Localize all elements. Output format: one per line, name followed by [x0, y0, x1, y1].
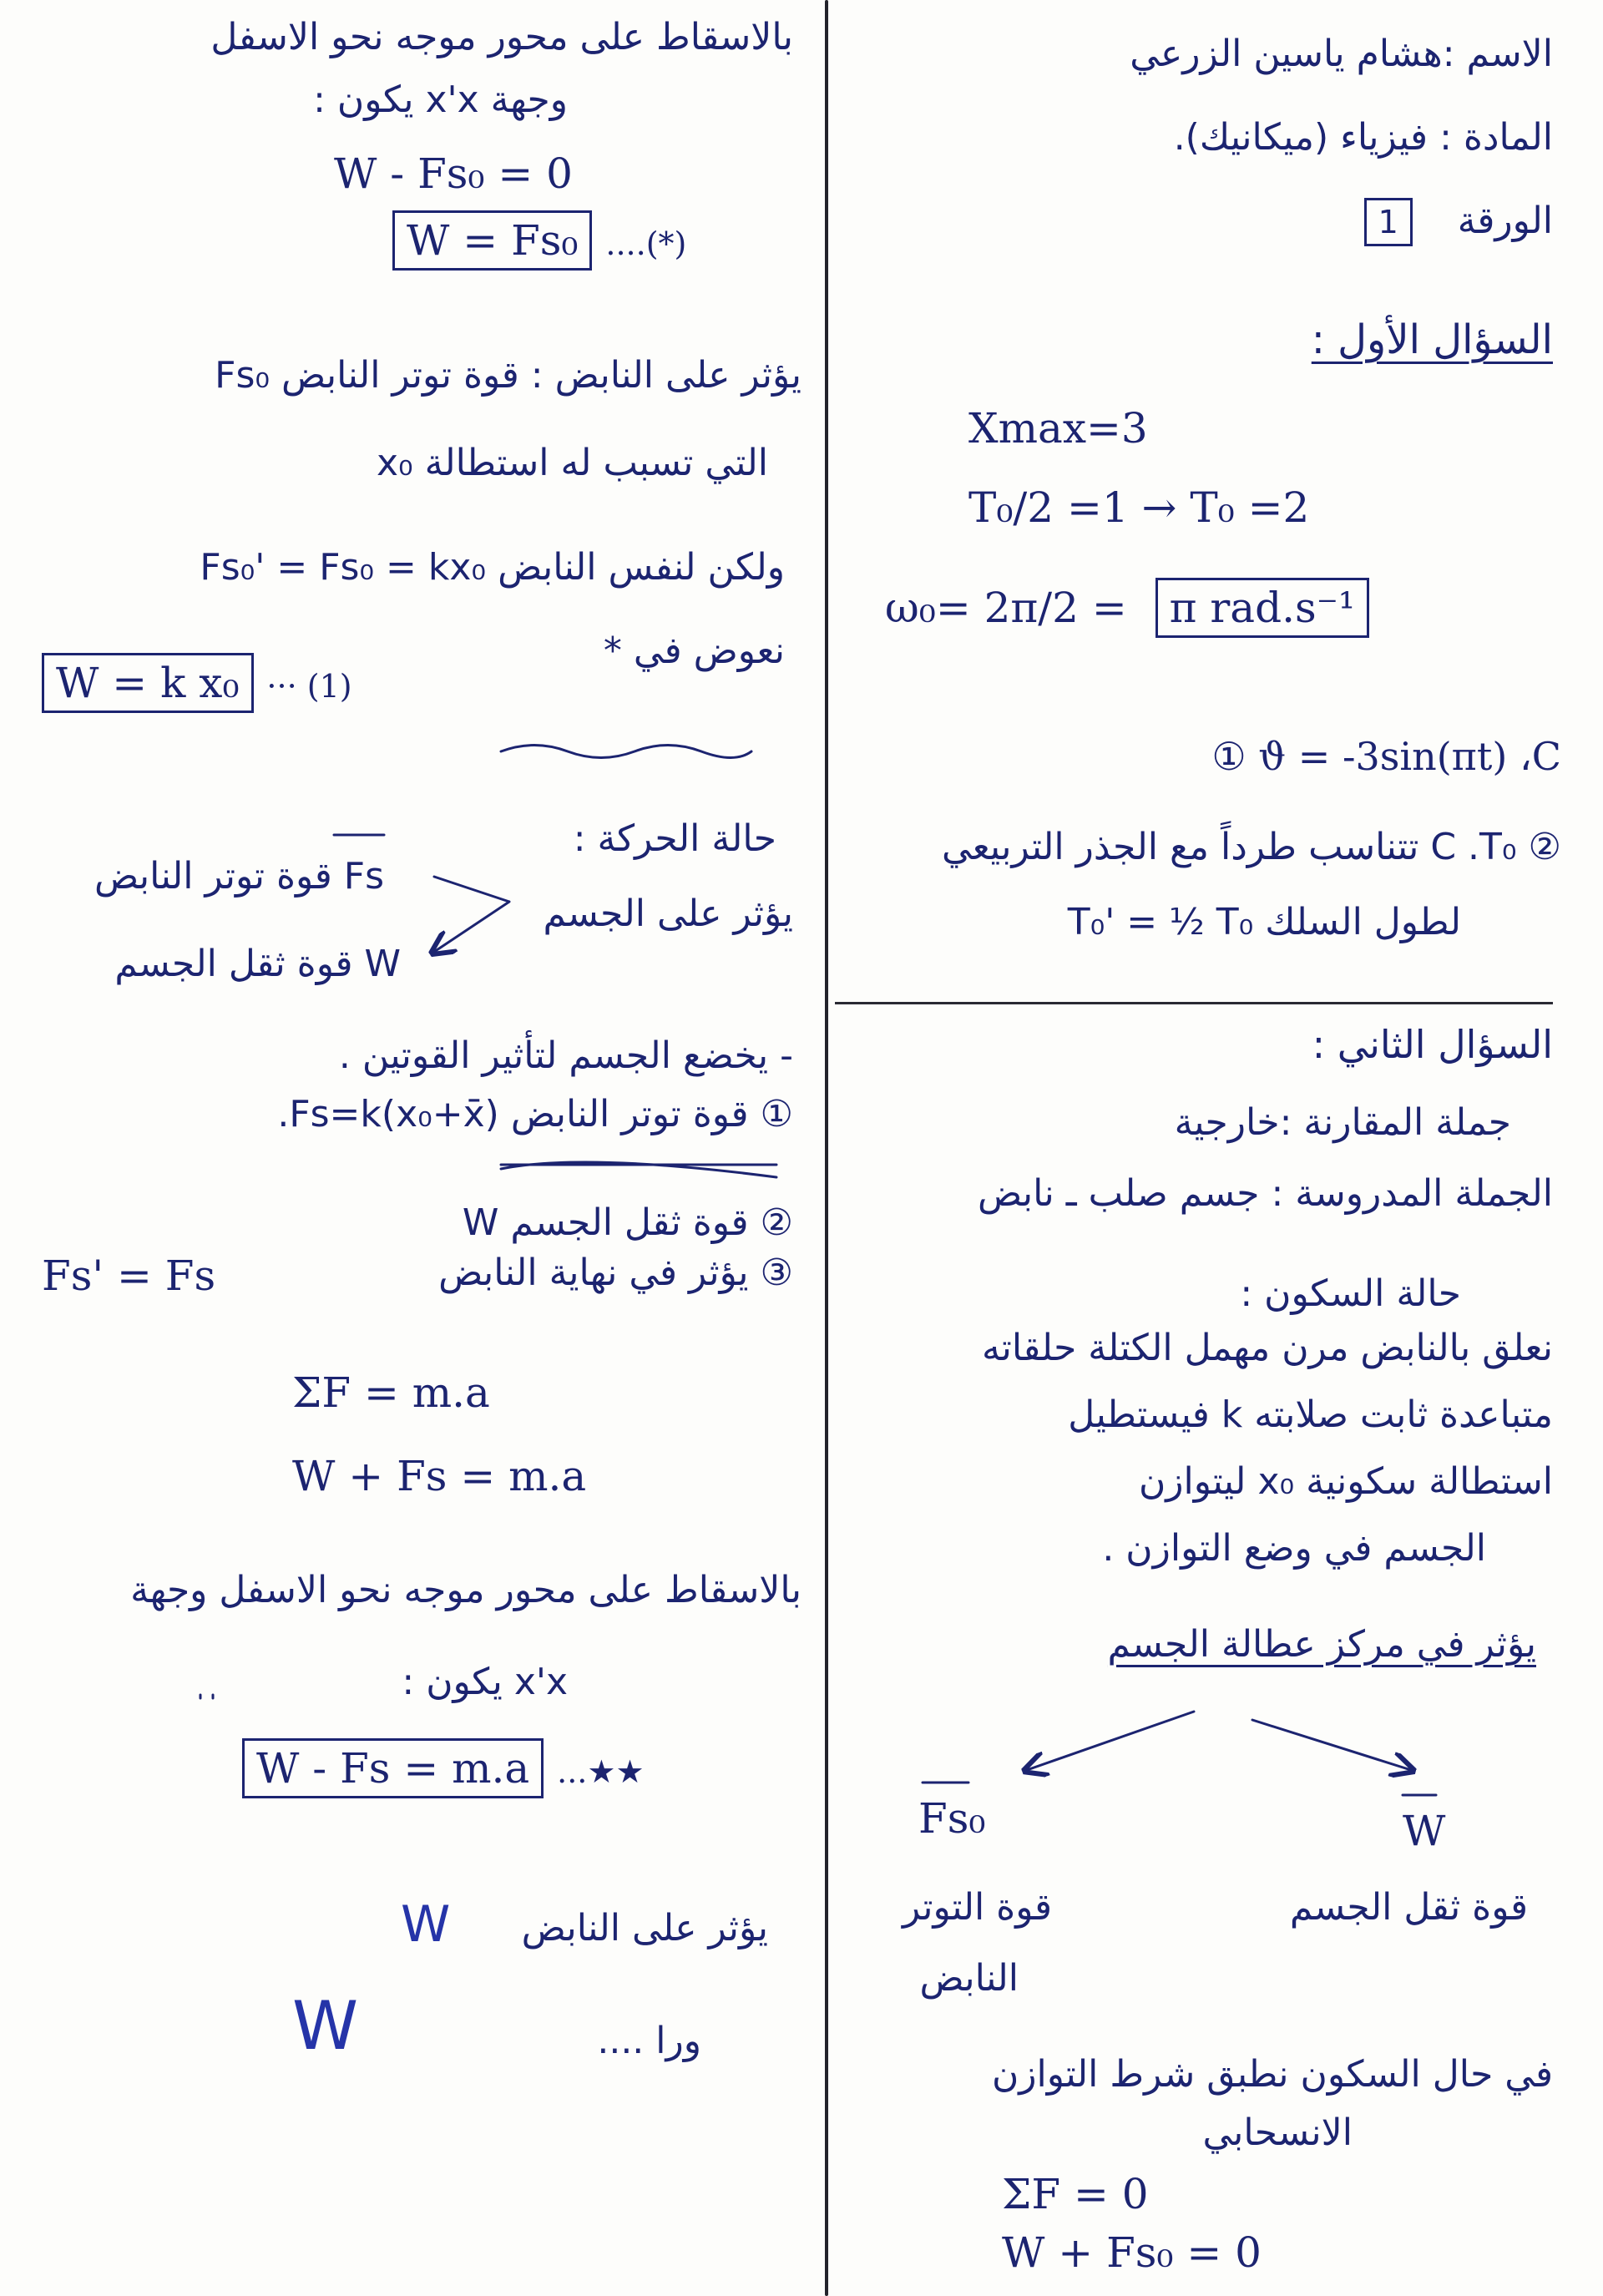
eq-weight-balance: W - Fs₀ = 0 — [334, 149, 573, 198]
motion-title: حالة الحركة : — [573, 817, 776, 860]
motion-eq-fs: Fs' = Fs — [42, 1252, 216, 1300]
q2-frame: جملة المقارنة :خارجية — [1174, 1101, 1511, 1144]
q2-rest-line-4: الجسم في وضع التوازن . — [1102, 1527, 1486, 1570]
motion-force-2: ② قوة ثقل الجسم W — [462, 1201, 793, 1244]
q2-sum-forces: ΣF = 0 — [1002, 2170, 1149, 2218]
q2-w-name: قوة ثقل الجسم — [1289, 1886, 1528, 1929]
eq-boxed-3-value: W - Fs = m.a — [242, 1738, 544, 1798]
eq-boxed-1-value: W = Fs₀ — [392, 210, 592, 271]
q2-rest-title: حالة السكون : — [1240, 1272, 1461, 1315]
wave-separator — [501, 746, 751, 758]
q2-sum-forces-2: W + Fs₀ = 0 — [1002, 2228, 1262, 2277]
motion-force-w: W قوة ثقل الجسم — [114, 943, 401, 985]
q1-xmax: Xmax=3 — [968, 404, 1148, 453]
eq-boxed-3-tag: ...★★ — [557, 1753, 645, 1790]
spring-line-2: التي تسبب له استطالة x₀ — [376, 442, 768, 484]
motion-acts-on: يؤثر على الجسم — [543, 893, 793, 935]
q1-answer-1: ϑ = -3sin(πt) ،C ① — [1211, 734, 1561, 779]
q1-answer-2b: لطول السلك T₀' = ½ T₀ — [1067, 901, 1461, 943]
crossed-out-scribble-2: W — [292, 1987, 344, 2065]
separator-dots — [200, 1695, 213, 1698]
eq-boxed-2-value: W = k x₀ — [42, 653, 254, 713]
spring-line-3: ولكن لنفس النابض Fs₀' = Fs₀ = kx₀ — [200, 546, 785, 589]
q1-omega-result: π rad.s⁻¹ — [1155, 578, 1369, 638]
motion-force-3: ③ يؤثر في نهاية النابض — [438, 1252, 793, 1294]
q2-system: الجملة المدروسة : جسم صلب ـ نابض — [977, 1172, 1553, 1215]
q2-force-fs0: Fs₀ — [918, 1794, 986, 1843]
crossed-out-scribble-1: W — [401, 1895, 436, 1954]
newton-law-2: W + Fs = m.a — [292, 1452, 587, 1500]
spring-line-4: نعوض في * — [603, 630, 785, 672]
strike-through-line — [501, 1162, 776, 1177]
q1-period: T₀/2 =1 → T₀ =2 — [968, 483, 1310, 532]
q1-title: السؤال الأول : — [1311, 316, 1553, 363]
student-name: الاسم :هشام ياسين الزرعي — [1130, 33, 1553, 75]
proj-line-1: بالاسقاط على محور موجه نحو الاسفل — [210, 16, 793, 58]
proj-line-2: وجهة x'x يكون : — [313, 78, 568, 121]
sheet-number: 1 — [1364, 198, 1413, 246]
q2-force-w: W — [1403, 1807, 1446, 1855]
proj2-line-1: بالاسقاط على محور موجه نحو الاسفل وجهة — [130, 1569, 802, 1611]
q2-rest-line-3: استطالة سكونية x₀ ليتوازن — [1138, 1460, 1553, 1503]
arrow-w — [1252, 1720, 1411, 1770]
motion-force-1: ① قوة توتر النابض Fs=k(x₀+x̄). — [277, 1093, 793, 1135]
proj2-line-2: x'x يكون : — [402, 1661, 568, 1703]
newton-law: ΣF = m.a — [292, 1368, 490, 1417]
q2-acts-on: يؤثر في مركز عطالة الجسم — [1107, 1623, 1536, 1666]
arrow-fs0 — [1027, 1712, 1194, 1770]
q2-title: السؤال الثاني : — [1312, 1022, 1553, 1067]
q2-fs0-name-1: قوة التوتر — [903, 1886, 1052, 1929]
end-line-1: يؤثر على النابض — [521, 1907, 768, 1950]
eq-boxed-2-tag: ··· (1) — [266, 668, 352, 705]
motion-subject: - يخضع الجسم لتأثير القوتين . — [338, 1034, 793, 1077]
motion-brace — [434, 877, 509, 952]
sheet-label: الورقة — [1457, 200, 1553, 242]
q2-rest-line-1: نعلق بالنابض مرن مهمل الكتلة حلقاته — [982, 1327, 1553, 1369]
q2-fs0-name-2: النابض — [919, 1957, 1019, 2000]
end-line-2: ورا .... — [597, 2020, 701, 2062]
spring-line-1: يؤثر على النابض : قوة توتر النابض Fs₀ — [215, 354, 802, 397]
eq-boxed-1-tag: ....(*) — [605, 225, 687, 262]
subject-line: المادة : فيزياء (ميكانيك). — [1173, 116, 1553, 159]
q1-omega-lhs: ω₀= 2π/2 = — [885, 584, 1127, 632]
q2-equilibrium-condition-2: الانسحابي — [1202, 2111, 1353, 2154]
q2-equilibrium-condition: في حال السكون نطبق شرط التوازن — [991, 2053, 1553, 2096]
q2-rest-line-2: متباعدة ثابت صلابته k فيستطيل — [1068, 1393, 1553, 1436]
motion-force-fs: Fs قوة توتر النابض — [94, 855, 384, 898]
q1-answer-2: ② C .T₀ تتناسب طرداً مع الجذر التربيعي — [942, 826, 1561, 868]
